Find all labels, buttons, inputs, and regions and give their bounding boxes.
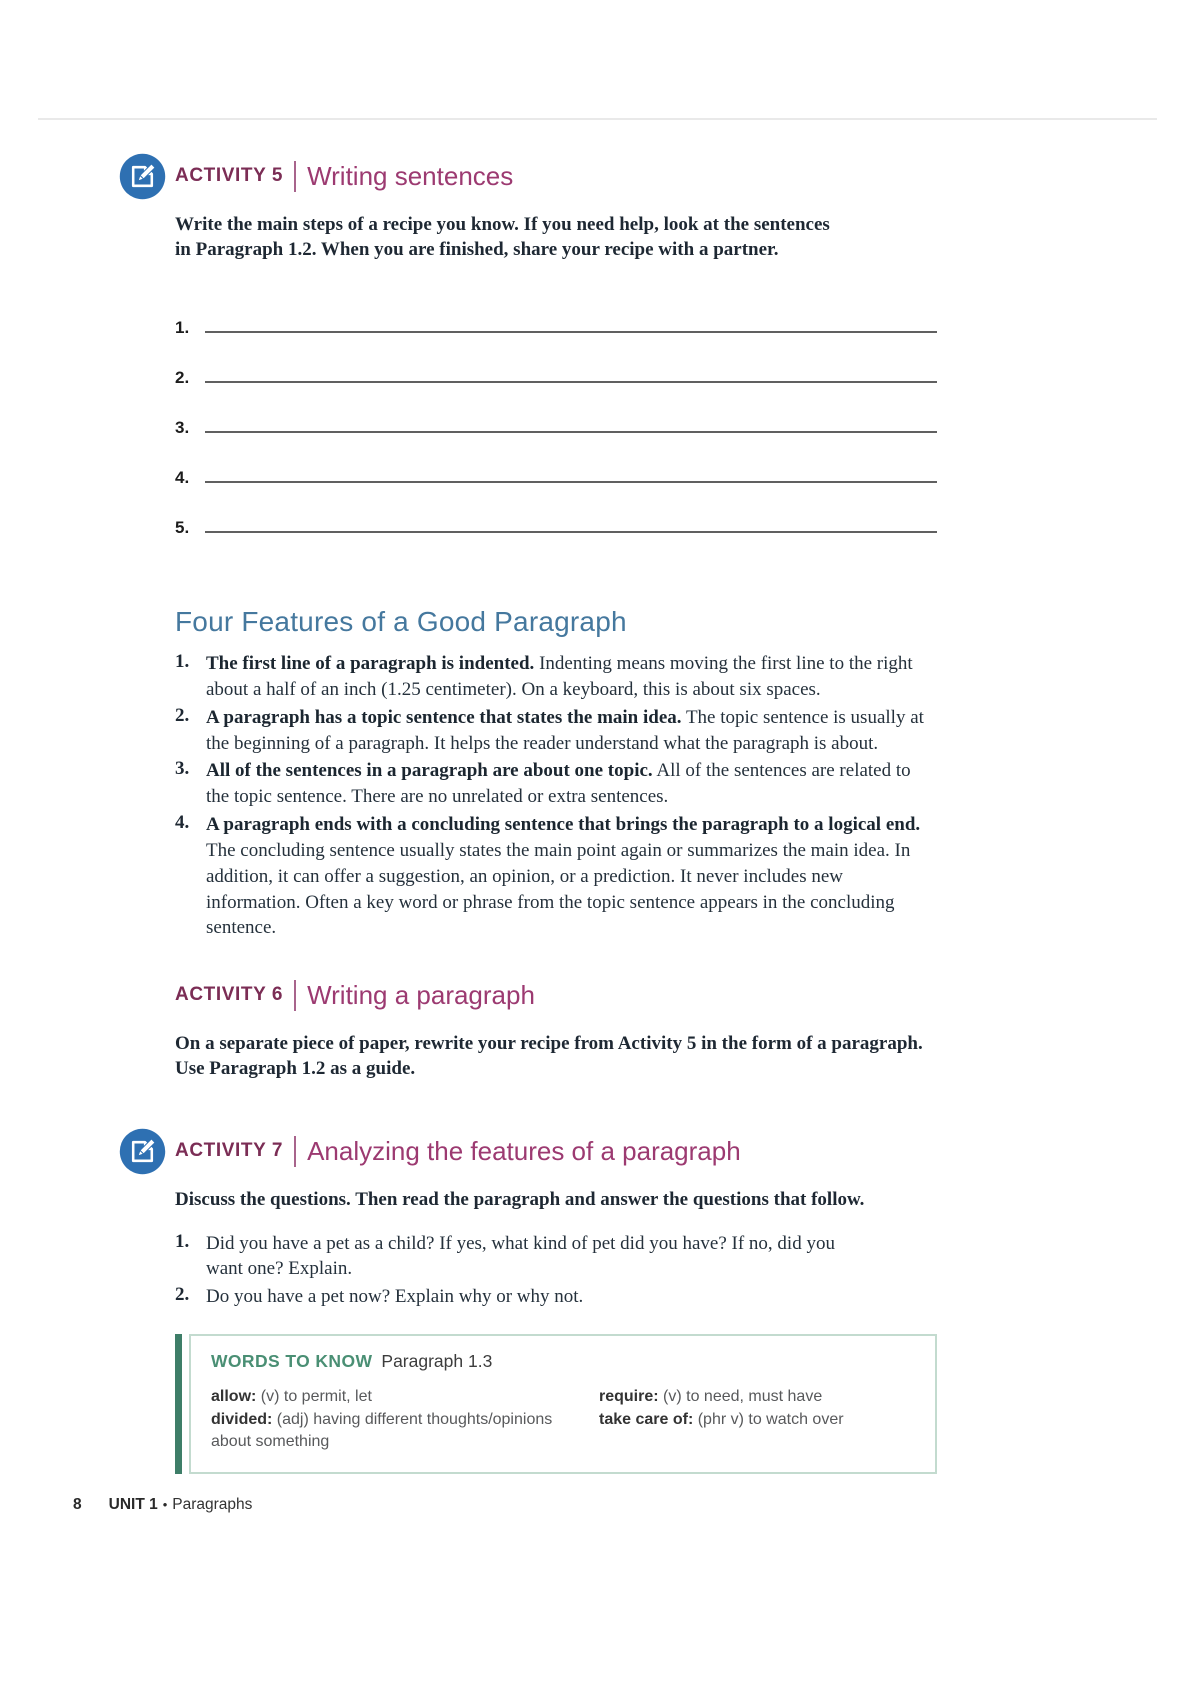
answer-line-5[interactable] <box>205 531 937 533</box>
answer-blank-row <box>175 390 937 440</box>
pencil-on-page-icon <box>119 1128 166 1175</box>
blank-number: 2. <box>175 368 190 388</box>
feature-item-4 <box>175 812 937 941</box>
footer-unit-label: UNIT 1 <box>108 1496 158 1513</box>
pencil-on-page-icon <box>119 153 166 200</box>
activity5-answer-blanks <box>175 290 937 540</box>
item-text: A paragraph ends with a concluding sentence that brings the paragraph to a logical end. The concluding sentence usually states the main point again or summarizes the main idea. In addition, it can offer a suggestion, an opinion, or a prediction. It never includes new information. Often a key word or phrase from the topic sentence appears in the concluding sentence. <box>206 814 921 939</box>
activity7-questions <box>175 1231 937 1310</box>
activity-header-divider <box>294 980 296 1011</box>
vocab-entry-take-care-of: take care of: (phr v) to watch over <box>599 1410 844 1428</box>
words-to-know-panel <box>189 1334 937 1474</box>
question-item-2 <box>175 1284 937 1310</box>
answer-blank-row <box>175 490 937 540</box>
blank-number: 1. <box>175 318 190 338</box>
blank-number: 3. <box>175 418 190 438</box>
question-item-1 <box>175 1231 937 1283</box>
activity6-instructions: On a separate piece of paper, rewrite your recipe from Activity 5 in the form of a paragraph. Use Paragraph 1.2 as a guide. <box>175 1033 923 1080</box>
features-list <box>175 651 937 941</box>
activity7-title: Analyzing the features of a paragraph <box>307 1135 741 1166</box>
item-number: 2. <box>175 1284 190 1306</box>
answer-line-1[interactable] <box>205 331 937 333</box>
item-number: 3. <box>175 758 190 780</box>
item-number: 2. <box>175 704 190 726</box>
words-to-know-box <box>175 1334 937 1474</box>
item-number: 1. <box>175 1230 190 1252</box>
blank-number: 5. <box>175 518 190 538</box>
activity5-label: ACTIVITY 5 <box>175 165 284 186</box>
item-number: 1. <box>175 651 190 673</box>
words-to-know-header <box>211 1351 915 1372</box>
activity5-instructions: Write the main steps of a recipe you know. If you need help, look at the sentences in Paragraph 1.2. When you are finished, share your recipe with a partner. <box>175 214 830 261</box>
words-to-know-reference: Paragraph 1.3 <box>381 1350 493 1371</box>
answer-blank-row <box>175 340 937 390</box>
blank-number: 4. <box>175 468 190 488</box>
footer-section-label: Paragraphs <box>172 1496 253 1513</box>
question-text: Do you have a pet now? Explain why or why not. <box>206 1286 584 1308</box>
item-text: A paragraph has a topic sentence that states the main idea. The topic sentence is usually at the beginning of a paragraph. It helps the reader understand what the paragraph is about. <box>206 706 924 754</box>
activity6-label: ACTIVITY 6 <box>175 984 284 1006</box>
words-to-know-title: WORDS TO KNOW <box>211 1350 373 1371</box>
page-footer <box>73 1496 252 1514</box>
answer-blank-row <box>175 290 937 340</box>
answer-blank-row <box>175 440 937 490</box>
feature-item-1 <box>175 651 937 703</box>
activity6-header <box>175 971 937 1019</box>
vocabulary-columns <box>211 1386 915 1454</box>
activity7-label: ACTIVITY 7 <box>175 1140 284 1162</box>
activity7-instructions: Discuss the questions. Then read the paragraph and answer the questions that follow. <box>175 1189 865 1211</box>
activity-header-divider <box>294 161 296 192</box>
vocab-entry-require: require: (v) to need, must have <box>599 1387 823 1405</box>
activity5-header <box>175 152 937 200</box>
item-text: All of the sentences in a paragraph are about one topic. All of the sentences are related to the topic sentence. There are no unrelated or extra sentences. <box>206 760 911 808</box>
feature-item-3 <box>175 758 937 810</box>
item-number: 4. <box>175 812 190 834</box>
question-text: Did you have a pet as a child? If yes, what kind of pet did you have? If no, did you want one? Explain. <box>206 1232 835 1280</box>
section-heading-four-features: Four Features of a Good Paragraph <box>175 606 627 638</box>
activity-header-divider <box>294 1136 296 1167</box>
page-number: 8 <box>73 1496 82 1513</box>
activity6-title: Writing a paragraph <box>307 979 535 1010</box>
vocab-entry-divided: divided: (adj) having different thoughts/opinions about something <box>211 1410 553 1451</box>
activity5-title: Writing sentences <box>307 160 514 191</box>
vocab-entry-allow: allow: (v) to permit, let <box>211 1387 372 1405</box>
vocab-column-right <box>599 1386 915 1454</box>
words-to-know-accent-bar <box>175 1334 182 1474</box>
feature-item-2 <box>175 705 937 757</box>
activity7-header <box>175 1127 937 1175</box>
answer-line-4[interactable] <box>205 481 937 483</box>
page-content <box>175 152 937 1474</box>
answer-line-3[interactable] <box>205 431 937 433</box>
answer-line-2[interactable] <box>205 381 937 383</box>
footer-bullet: • <box>162 1497 168 1512</box>
item-text: The first line of a paragraph is indented. Indenting means moving the first line to the right about a half of an inch (1.25 centimeter). On a keyboard, this is about six spaces. <box>206 653 913 700</box>
vocab-column-left <box>211 1386 589 1454</box>
top-divider-rule <box>38 118 1157 120</box>
